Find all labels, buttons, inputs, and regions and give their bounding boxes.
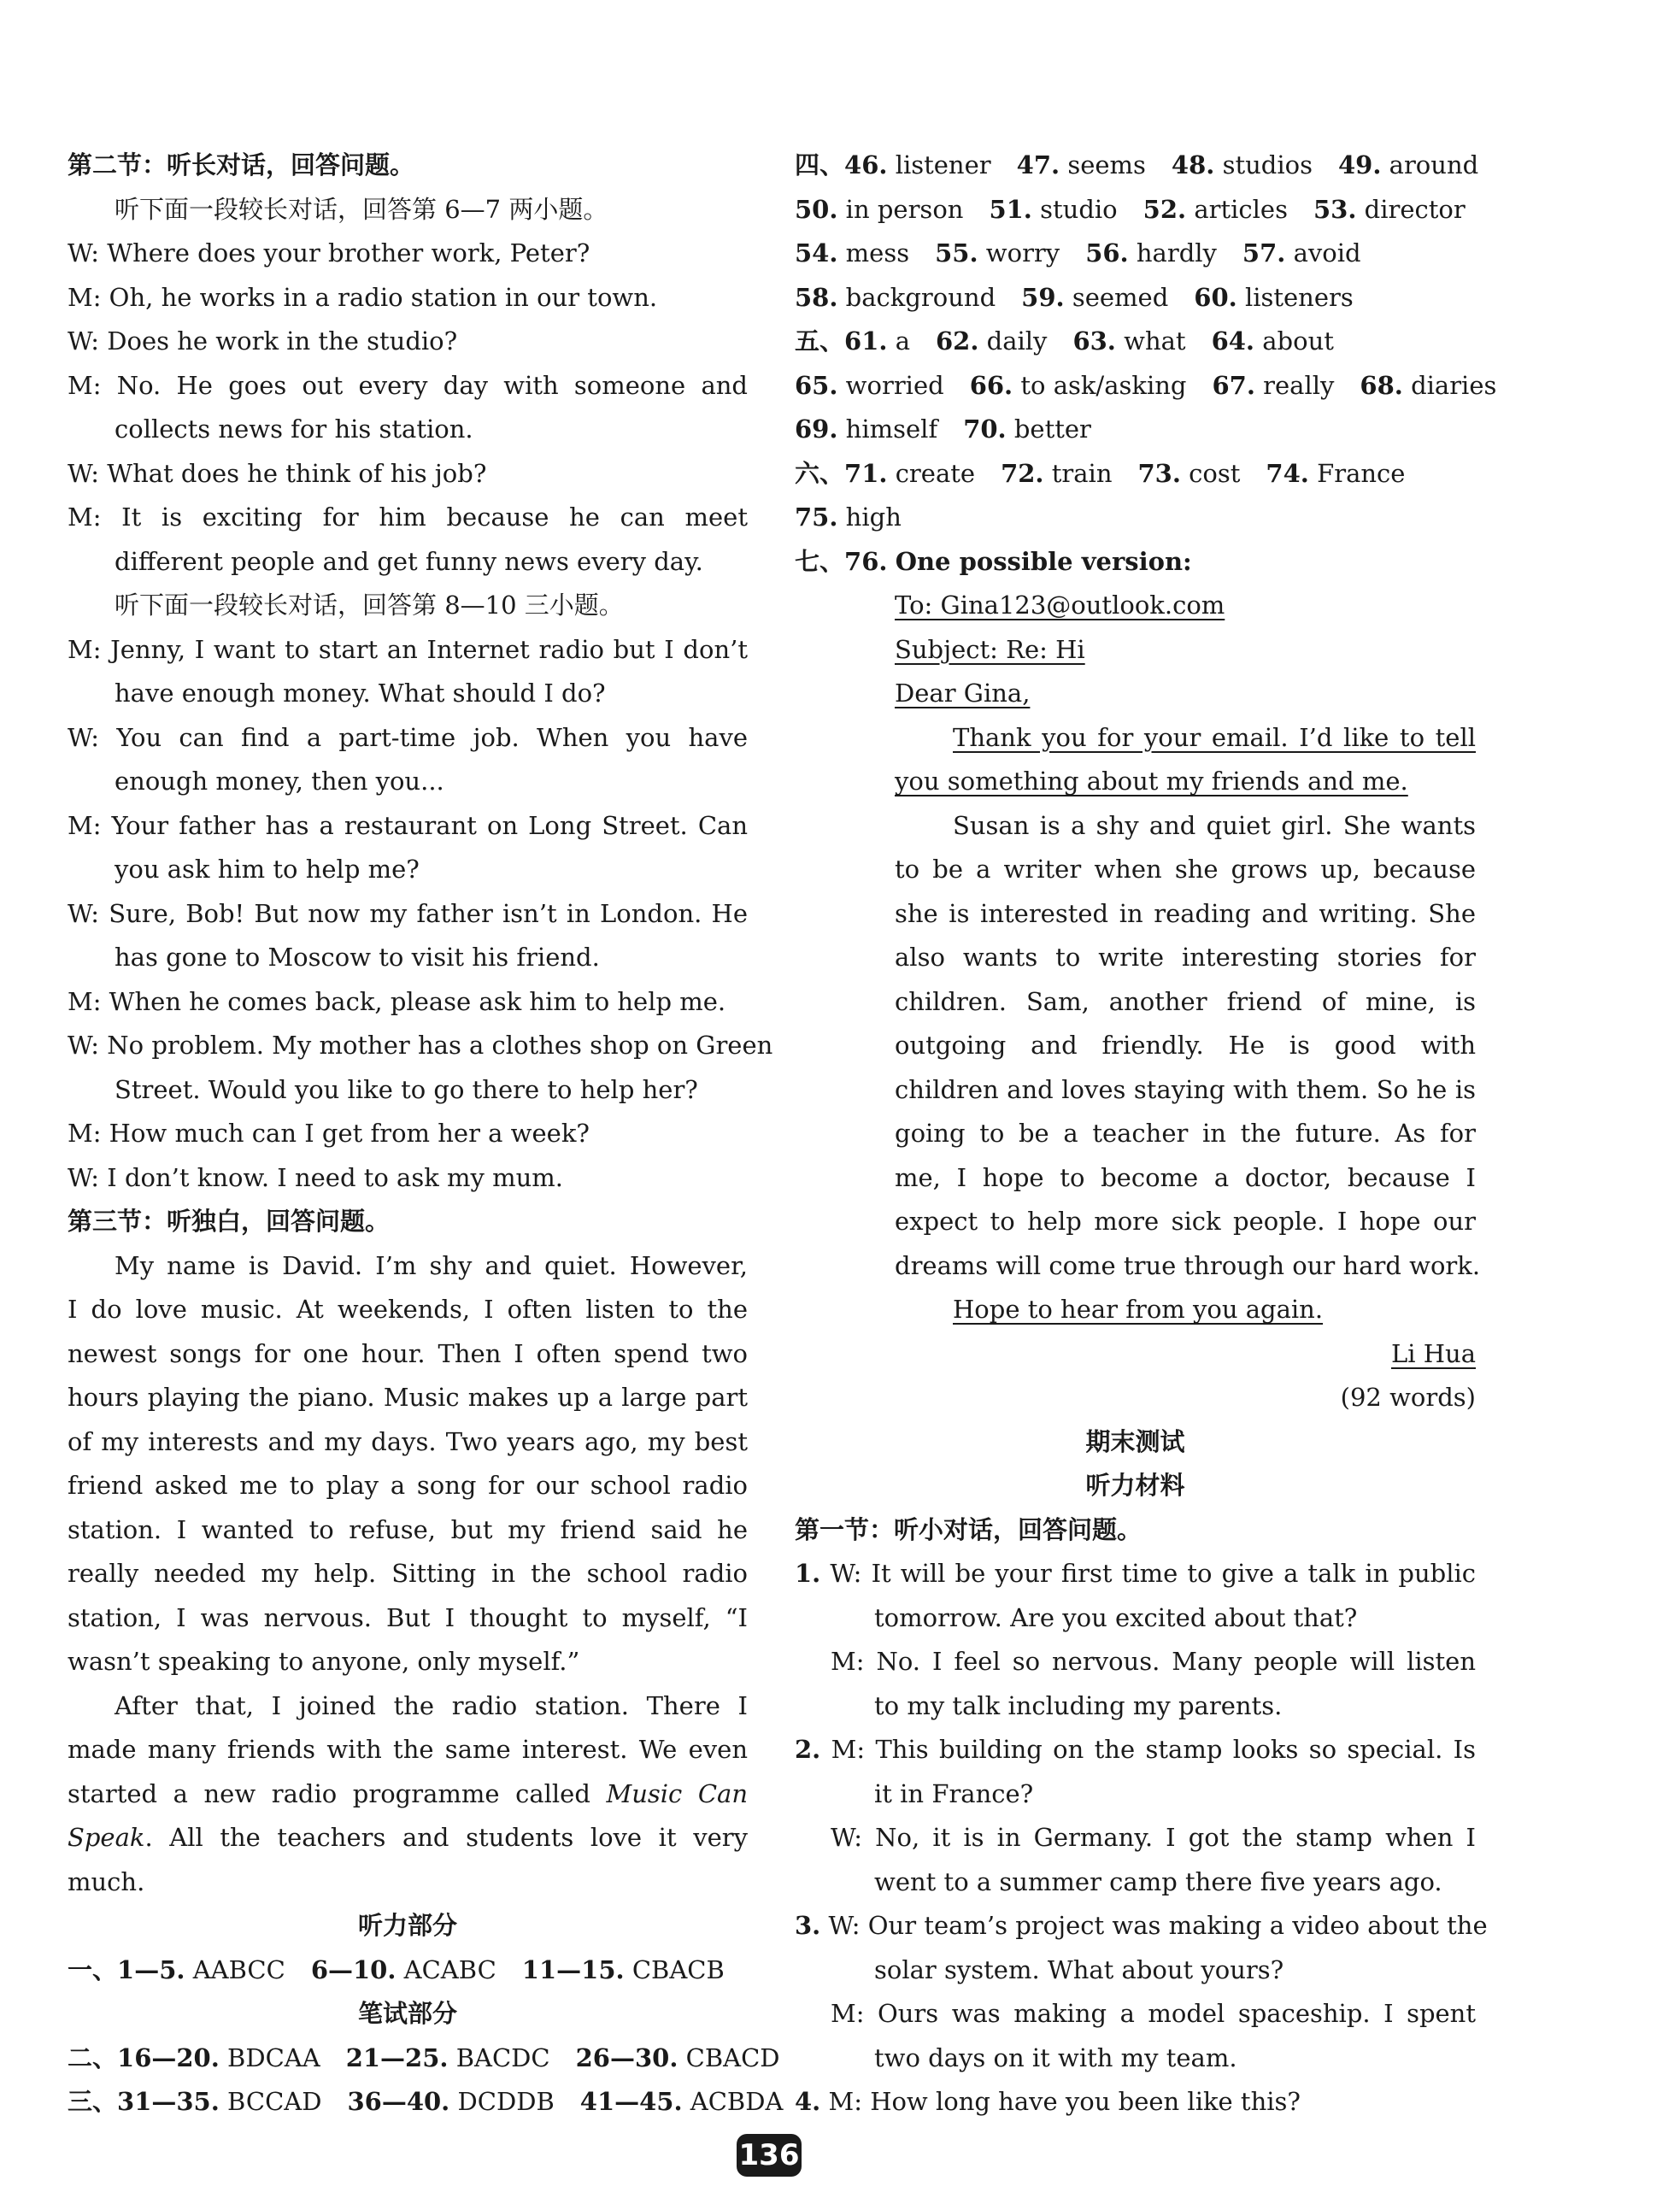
item-number: 48. (1171, 150, 1215, 179)
answer-word: background (845, 282, 996, 312)
email-subject (795, 628, 1476, 673)
answer-row-50 (795, 188, 1476, 232)
email-closing-text: Hope to hear from you again. (953, 1295, 1324, 1324)
answer-row-1 (68, 1948, 748, 1993)
email-body-line: dreams will come true through our hard work. (895, 1250, 1481, 1280)
item-number: 74. (1266, 458, 1309, 488)
programme-name: Speak (68, 1823, 145, 1852)
answer-word: better (1013, 414, 1091, 444)
answer-word: create (895, 458, 976, 488)
monologue-text: . All the teachers and students love it very (144, 1823, 748, 1852)
monologue-line: friend asked me to play a song for our school radio (68, 1471, 748, 1500)
answer-range: 31—35. (117, 2087, 220, 2116)
item-number: 53. (1313, 194, 1357, 224)
answer-word: studio (1040, 194, 1118, 224)
answer-row-58 (795, 276, 1476, 320)
dialogue-line: M: How much can I get from her a week? (68, 1119, 590, 1148)
dialogue-line: W: Does he work in the studio? (68, 326, 458, 356)
answer-word: articles (1194, 194, 1288, 224)
dialogue-line: M: Oh, he works in a radio station in our town. (68, 282, 658, 312)
item-number: 62. (935, 326, 979, 356)
section-2-title: 第二节：听长对话，回答问题。 (68, 150, 415, 179)
question-text: Our team’s project was making a video about the (867, 1911, 1488, 1940)
speaker: W: (831, 1823, 863, 1852)
question-number: 2. (795, 1735, 821, 1764)
speaker: W: (828, 1911, 861, 1940)
item-number: 54. (795, 238, 838, 267)
answer-letters: DCDDB (457, 2087, 555, 2116)
email-body-line: children and loves staying with them. So he is (895, 1074, 1476, 1104)
item-number: 59. (1021, 282, 1065, 312)
item-number: 64. (1211, 326, 1255, 356)
monologue-line: made many friends with the same interest. We even (68, 1735, 748, 1764)
question-line (795, 1640, 1476, 1684)
answer-row-75 (795, 496, 1476, 540)
answer-word: avoid (1293, 238, 1361, 267)
answer-letters: BDCAA (227, 2042, 320, 2072)
monologue-line (68, 1772, 748, 1817)
version-label: One possible version: (895, 546, 1192, 576)
item-number: 61. (844, 326, 888, 356)
answer-range: 11—15. (521, 1954, 625, 1984)
answer-word: high (845, 503, 902, 532)
right-column (795, 144, 1497, 2125)
monologue-line: station. I wanted to refuse, but my friend said he (68, 1514, 748, 1544)
email-opening: Thank you for your email. I’d like to tell (953, 722, 1476, 752)
answer-row-61 (795, 320, 1476, 364)
dialogue-line: you ask him to help me? (115, 855, 420, 884)
answer-letters: ACBDA (690, 2087, 784, 2116)
item-number: 46. (844, 150, 888, 179)
question-line: two days on it with my team. (874, 2042, 1237, 2072)
answer-range: 16—20. (117, 2042, 220, 2072)
item-number: 47. (1016, 150, 1060, 179)
question-text: Ours was making a model spaceship. I spent (877, 1999, 1477, 2028)
answer-letters: ACABC (403, 1954, 496, 1984)
answer-word: hardly (1136, 238, 1217, 267)
answer-row-69 (795, 408, 1476, 452)
programme-name: Music Can (606, 1778, 748, 1808)
question-line (795, 1552, 1476, 1596)
item-number: 60. (1194, 282, 1237, 312)
question-line (795, 2080, 1476, 2125)
item-number: 49. (1337, 150, 1382, 179)
question-line (795, 1728, 1476, 1772)
email-opening (795, 760, 1476, 804)
answer-range: 6—10. (310, 1954, 397, 1984)
answer-word: worry (985, 238, 1060, 267)
answer-word: really (1263, 370, 1335, 400)
answer-word: in person (845, 194, 964, 224)
answer-row-46 (795, 144, 1479, 188)
dialogue-line: W: Sure, Bob! But now my father isn’t in London. He (68, 898, 748, 928)
answer-prefix: 三、 (68, 2087, 118, 2116)
answer-letters: BACDC (455, 2042, 550, 2072)
email-greeting-text: Dear Gina, (895, 679, 1031, 708)
speaker: M: (831, 1999, 865, 2028)
item-number: 65. (795, 370, 838, 400)
item-number: 69. (795, 414, 838, 444)
dialogue-line: M: It is exciting for him because he can meet (68, 503, 748, 532)
answer-word: himself (845, 414, 938, 444)
answer-prefix: 二、 (68, 2042, 118, 2072)
answer-row-54 (795, 232, 1476, 276)
answer-letters: BCCAD (227, 2087, 322, 2116)
email-signature (795, 1332, 1476, 1377)
dialogue-line: W: What does he think of his job? (68, 458, 487, 488)
answer-range: 41—45. (579, 2087, 683, 2116)
answer-word: about (1262, 326, 1334, 356)
email-body-line: to be a writer when she grows up, because (895, 855, 1476, 884)
item-number: 50. (795, 194, 838, 224)
answer-word: cost (1189, 458, 1241, 488)
answer-word: director (1364, 194, 1466, 224)
monologue-text: started a new radio programme called (68, 1778, 590, 1808)
speaker: M: (831, 1647, 865, 1676)
email-closing (795, 1288, 1476, 1332)
monologue-line: wasn’t speaking to anyone, only myself.” (68, 1647, 580, 1676)
answer-range: 21—25. (345, 2042, 449, 2072)
answer-row-3 (68, 2080, 784, 2125)
monologue-line: much. (68, 1866, 145, 1896)
monologue-line: After that, I joined the radio station. There I (115, 1690, 748, 1720)
speaker: W: (830, 1559, 862, 1588)
question-text: How long have you been like this? (870, 2087, 1301, 2116)
answer-word: seemed (1072, 282, 1169, 312)
item-number: 72. (1001, 458, 1044, 488)
item-number: 75. (795, 503, 838, 532)
left-column (68, 144, 784, 2125)
monologue-line: My name is David. I’m shy and quiet. However, (115, 1250, 748, 1280)
answer-row-71 (795, 452, 1476, 497)
answer-word: listeners (1244, 282, 1354, 312)
item-number: 63. (1072, 326, 1116, 356)
question-line: went to a summer camp there five years ago. (874, 1866, 1442, 1896)
answer-word: France (1317, 458, 1406, 488)
item-number: 66. (969, 370, 1013, 400)
answer-word: to ask/asking (1020, 370, 1187, 400)
answer-range: 1—5. (117, 1954, 185, 1984)
dialogue-line: Street. Would you like to go there to help her? (115, 1074, 698, 1104)
email-subject-text: Subject: Re: Hi (895, 634, 1085, 664)
email-body-line: going to be a teacher in the future. As for (895, 1119, 1476, 1148)
dialogue-line: W: I don’t know. I need to ask my mum. (68, 1162, 564, 1192)
item-number: 71. (844, 458, 888, 488)
email-greeting (795, 672, 1476, 716)
signature-text: Li Hua (1390, 1338, 1476, 1368)
question-number: 1. (795, 1559, 821, 1588)
email-body-line: children. Sam, another friend of mine, is (895, 986, 1476, 1016)
monologue-line: station, I was nervous. But I thought to myself, “I (68, 1602, 748, 1632)
section-1-title: 第一节：听小对话，回答问题。 (795, 1514, 1143, 1544)
item-number: 76. (844, 546, 888, 576)
monologue-line: really needed my help. Sitting in the school radio (68, 1559, 748, 1588)
item-number: 73. (1137, 458, 1181, 488)
answer-row-2 (68, 2036, 780, 2081)
answer-word: what (1124, 326, 1186, 356)
answer-word: train (1051, 458, 1113, 488)
answer-prefix: 一、 (68, 1954, 118, 1984)
dialogue-line: have enough money. What should I do? (115, 679, 606, 708)
answer-word: around (1389, 150, 1479, 179)
answer-range: 26—30. (575, 2042, 678, 2072)
dialogue-line: W: No problem. My mother has a clothes shop on Green (68, 1031, 773, 1060)
answer-word: diaries (1411, 370, 1497, 400)
dialogue-line: W: You can find a part-time job. When you have (68, 722, 748, 752)
email-body-line: also wants to write interesting stories for (895, 943, 1476, 972)
item-number: 70. (963, 414, 1007, 444)
email-to (795, 584, 1476, 628)
question-line: it in France? (874, 1778, 1034, 1808)
item-number: 58. (795, 282, 838, 312)
answer-row-65 (795, 364, 1497, 408)
item-number: 56. (1085, 238, 1129, 267)
dialogue-intro: 听下面一段较长对话，回答第 6—7 两小题。 (115, 194, 608, 224)
dialogue-line: collects news for his station. (115, 414, 473, 444)
dialogue-line: has gone to Moscow to visit his friend. (115, 943, 600, 972)
answer-word: studios (1222, 150, 1313, 179)
dialogue-line: different people and get funny news every day. (115, 546, 703, 576)
answer-word: worried (845, 370, 944, 400)
answer-range: 36—40. (347, 2087, 450, 2116)
item-number: 52. (1143, 194, 1187, 224)
question-text: It will be your first time to give a talk in public (871, 1559, 1477, 1588)
answer-letters: AABCC (192, 1954, 285, 1984)
question-line: solar system. What about yours? (874, 1954, 1284, 1984)
question-text: This building on the stamp looks so special. Is (875, 1735, 1476, 1764)
item-number: 55. (935, 238, 978, 267)
answer-letters: CBACB (631, 1954, 725, 1984)
item-number: 67. (1212, 370, 1255, 400)
question-text: No, it is in Germany. I got the stamp when I (875, 1823, 1476, 1852)
dialogue-line: M: Your father has a restaurant on Long Street. Can (68, 810, 748, 840)
written-part-title: 笔试部分 (357, 1999, 457, 2028)
answer-word: daily (986, 326, 1048, 356)
question-number: 3. (795, 1911, 821, 1940)
dialogue-line: M: No. He goes out every day with someone and (68, 370, 748, 400)
question-line (795, 1816, 1476, 1860)
word-count: (92 words) (1340, 1383, 1476, 1412)
answer-prefix: 六、 (795, 458, 845, 488)
final-test-title: 期末测试 (1085, 1426, 1185, 1456)
listening-material-title: 听力材料 (1085, 1471, 1185, 1500)
answer-letters: CBACD (685, 2042, 780, 2072)
email-opening-text: you something about my friends and me. (895, 767, 1408, 796)
monologue-line: of my interests and my days. Two years ago, my best (68, 1426, 748, 1456)
email-to-text: To: Gina123@outlook.com (895, 591, 1225, 620)
dialogue-line: enough money, then you... (115, 767, 444, 796)
answer-prefix: 七、 (795, 546, 845, 576)
speaker: M: (828, 2087, 862, 2116)
question-text: No. I feel so nervous. Many people will listen (876, 1647, 1477, 1676)
answer-prefix: 五、 (795, 326, 845, 356)
email-body-line: she is interested in reading and writing. She (895, 898, 1476, 928)
speaker: M: (831, 1735, 866, 1764)
answer-word: listener (895, 150, 991, 179)
email-body-line: expect to help more sick people. I hope our (895, 1207, 1476, 1236)
monologue-line: hours playing the piano. Music makes up a large part (68, 1383, 748, 1412)
item-number: 51. (989, 194, 1032, 224)
question-line: tomorrow. Are you excited about that? (874, 1602, 1358, 1632)
answer-prefix: 四、 (795, 150, 845, 179)
item-number: 68. (1360, 370, 1403, 400)
email-body-line: outgoing and friendly. He is good with (895, 1031, 1476, 1060)
answer-word: mess (845, 238, 910, 267)
answer-row-76 (795, 540, 1476, 585)
question-line (795, 1904, 1488, 1948)
dialogue-intro: 听下面一段较长对话，回答第 8—10 三小题。 (115, 591, 624, 620)
listening-part-title: 听力部分 (357, 1911, 457, 1940)
section-3-title: 第三节：听独白，回答问题。 (68, 1207, 391, 1236)
page-number: 136 (737, 2134, 802, 2177)
monologue-line: I do love music. At weekends, I often listen to the (68, 1295, 748, 1324)
email-body-line: me, I hope to become a doctor, because I (895, 1162, 1476, 1192)
dialogue-line: M: Jenny, I want to start an Internet radio but I don’t (68, 634, 748, 664)
item-number: 57. (1242, 238, 1286, 267)
question-number: 4. (795, 2087, 821, 2116)
answer-word: a (895, 326, 910, 356)
dialogue-line: W: Where does your brother work, Peter? (68, 238, 590, 267)
answer-word: seems (1067, 150, 1146, 179)
monologue-line (68, 1816, 748, 1860)
question-line (795, 1992, 1476, 2036)
email-body-line: Susan is a shy and quiet girl. She wants (953, 810, 1476, 840)
dialogue-line: M: When he comes back, please ask him to help me. (68, 986, 726, 1016)
question-line: to my talk including my parents. (874, 1690, 1283, 1720)
monologue-line: newest songs for one hour. Then I often spend two (68, 1338, 748, 1368)
